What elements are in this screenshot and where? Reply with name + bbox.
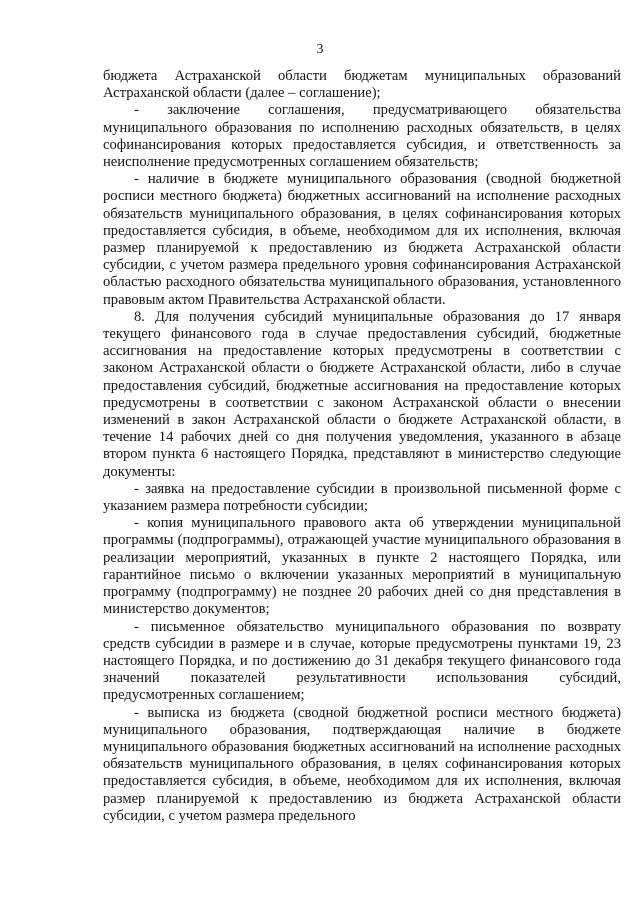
document-body xyxy=(103,68,621,825)
paragraph-agreement-conclusion: - заключение соглашения, предусматривающего обязательства муниципального образования по исполнению расходных обязательств, в целях софинансирования которых предоставляется субсидия, и ответственность за неисполнение предусмотренных соглашением обязательств; xyxy=(103,102,621,171)
list-item-budget-extract: - выписка из бюджета (сводной бюджетной росписи местного бюджета) муниципального образования, подтверждающая наличие в бюджете муниципального образования бюджетных ассигнований на исполнение расходных обязательств муниципального образования, в целях софинансирования которых предоставляется субсидия, в объеме, необходимом для их исполнения, включая размер планируемой к предоставлению из бюджета Астраханской области субсидии, с учетом размера предельного xyxy=(103,704,621,824)
list-item-written-obligation: - письменное обязательство муниципального образования по возврату средств субсидии в размере и в случае, которые предусмотрены пунктами 19, 23 настоящего Порядка, и по достижению до 31 декабря текущего финансового года значений показателей результативности использования субсидий, предусмотренных соглашением; xyxy=(103,618,621,704)
list-item-application: - заявка на предоставление субсидии в произвольной письменной форме с указанием размера потребности субсидии; xyxy=(103,480,621,515)
paragraph-continuation: бюджета Астраханской области бюджетам муниципальных образований Астраханской области (далее – соглашение); xyxy=(103,68,621,102)
paragraph-budget-allocations: - наличие в бюджете муниципального образования (сводной бюджетной росписи местного бюджета) бюджетных ассигнований на исполнение расходных обязательств муниципального образования, в целях софинансирования которых предоставляется субсидия, в объеме, необходимом для их исполнения, включая размер планируемой к предоставлению из бюджета Астраханской области субсидии, с учетом размера предельного уровня софинансирования Астраханской областью расходного обязательства муниципального образования, установленного правовым актом Правительства Астраханской области. xyxy=(103,171,621,308)
paragraph-section-8: 8. Для получения субсидий муниципальные образования до 17 января текущего финансового года в случае предоставления субсидий, бюджетные ассигнования на предоставление которых предусмотрены в соответствии с законом Астраханской области о бюджете Астраханской области, либо в случае предоставления субсидий, бюджетные ассигнования на предоставление которых предусмотрены в соответствии с законом Астраханской области о внесении изменений в закон Астраханской области о бюджете Астраханской области, в течение 14 рабочих дней со дня получения уведомления, указанного в абзаце втором пункта 6 настоящего Порядка, представляют в министерство следующие документы: xyxy=(103,308,621,480)
list-item-legal-act-copy: - копия муниципального правового акта об утверждении муниципальной программы (подпрограммы), отражающей участие муниципального образования в реализации мероприятий, указанных в пункте 2 настоящего Порядка, или гарантийное письмо о включении указанных мероприятий в муниципальную программу (подпрограмму) не позднее 20 рабочих дней со дня представления в министерство документов; xyxy=(103,515,621,618)
page-number: 3 xyxy=(316,42,324,57)
